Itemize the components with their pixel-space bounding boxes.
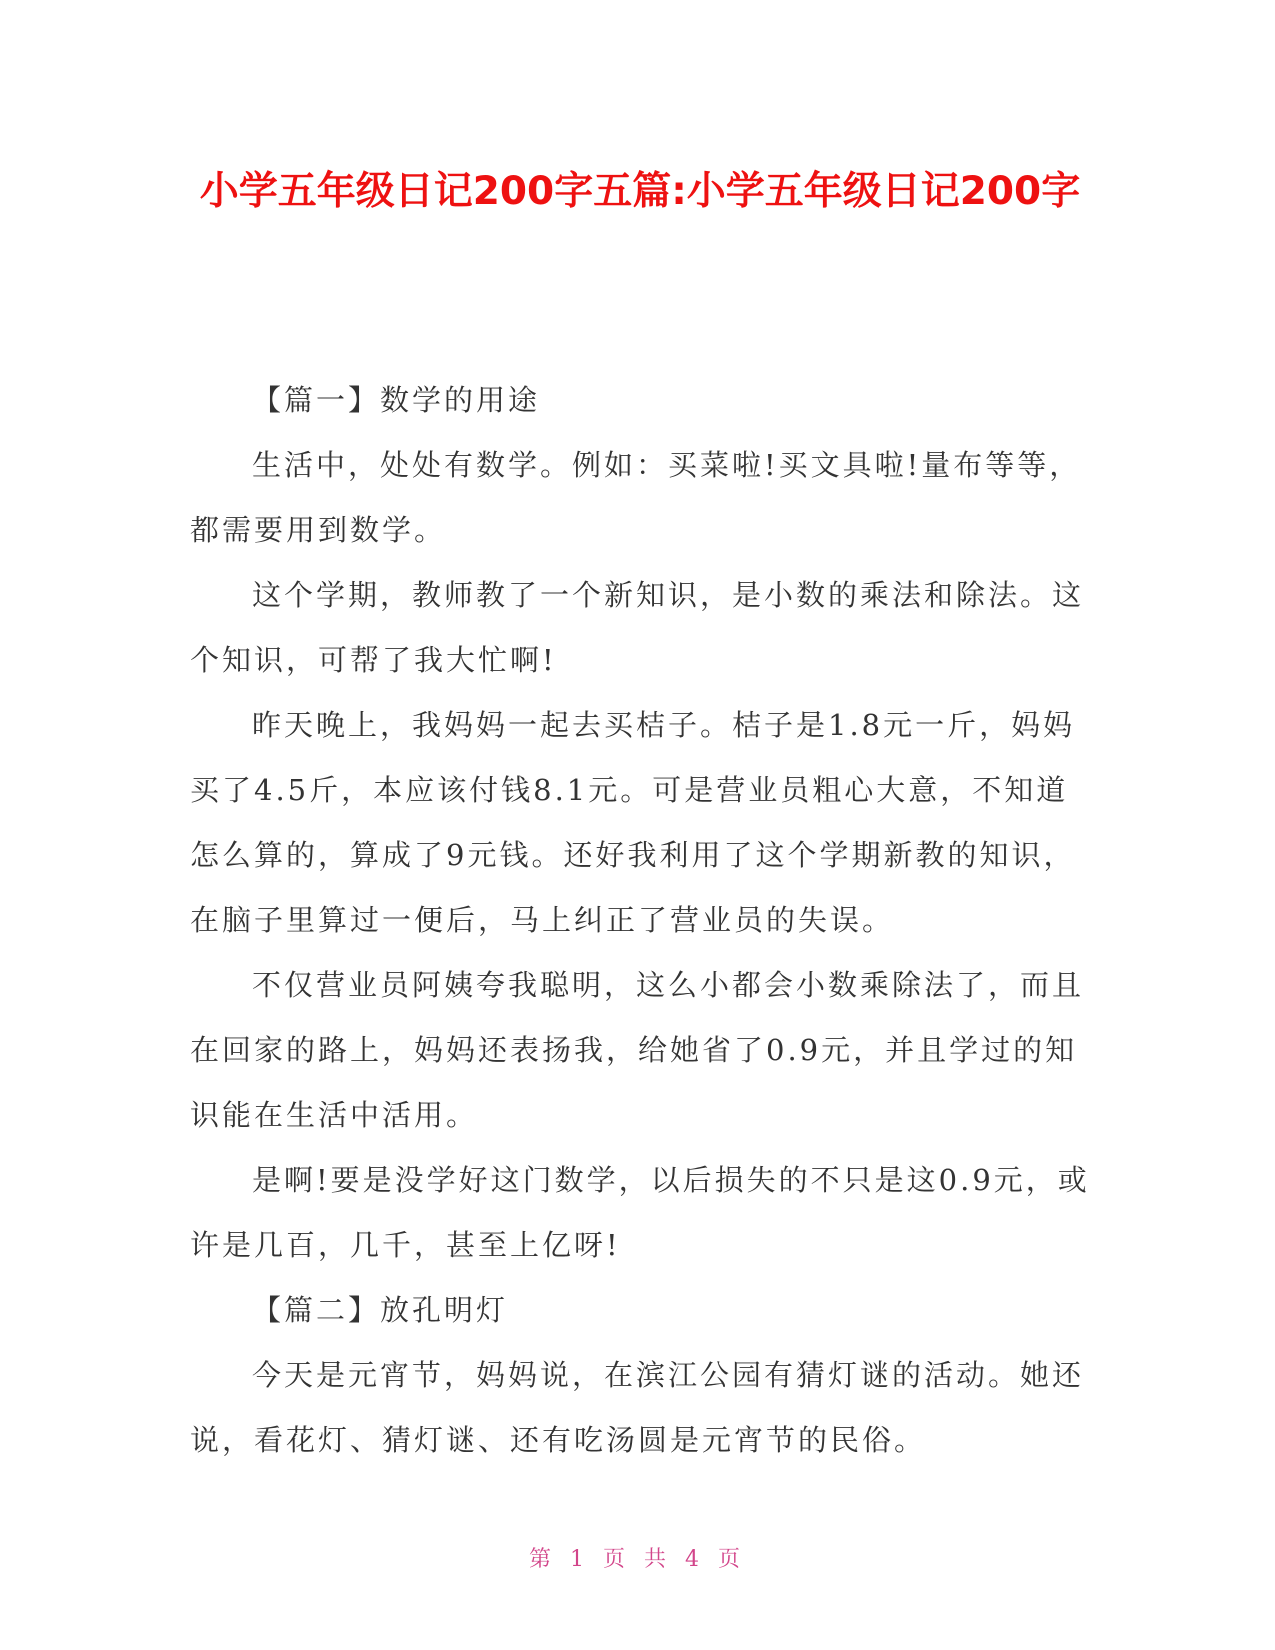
paragraph: 昨天晚上，我妈妈一起去买桔子。桔子是1.8元一斤，妈妈买了4.5斤，本应该付钱8.1元。可是营业员粗心大意，不知道怎么算的，算成了9元钱。还好我利用了这个学期新教的知识，在脑子里算过一便后，马上纠正了营业员的失误。 [190, 708, 1076, 937]
paragraph: 不仅营业员阿姨夸我聪明，这么小都会小数乘除法了，而且在回家的路上，妈妈还表扬我，给她省了0.9元，并且学过的知识能在生活中活用。 [190, 968, 1085, 1132]
section-heading-2: 【篇二】放孔明灯 [252, 1293, 509, 1327]
paragraph: 这个学期，教师教了一个新知识，是小数的乘法和除法。这个知识，可帮了我大忙啊! [190, 578, 1085, 677]
document-title: 小学五年级日记200字五篇:小学五年级日记200字 [199, 169, 1081, 214]
paragraph: 生活中，处处有数学。例如：买菜啦!买文具啦!量布等等，都需要用到数学。 [190, 448, 1082, 547]
page-number-footer: 第 1 页 共 4 页 [529, 1547, 746, 1572]
section-heading-1: 【篇一】数学的用途 [252, 383, 541, 417]
paragraph: 是啊!要是没学好这门数学，以后损失的不只是这0.9元，或许是几百，几千，甚至上亿呀! [190, 1163, 1090, 1262]
paragraph: 今天是元宵节，妈妈说，在滨江公园有猜灯谜的活动。她还说，看花灯、猜灯谜、还有吃汤圆是元宵节的民俗。 [190, 1358, 1085, 1457]
document-body [190, 368, 1090, 1473]
